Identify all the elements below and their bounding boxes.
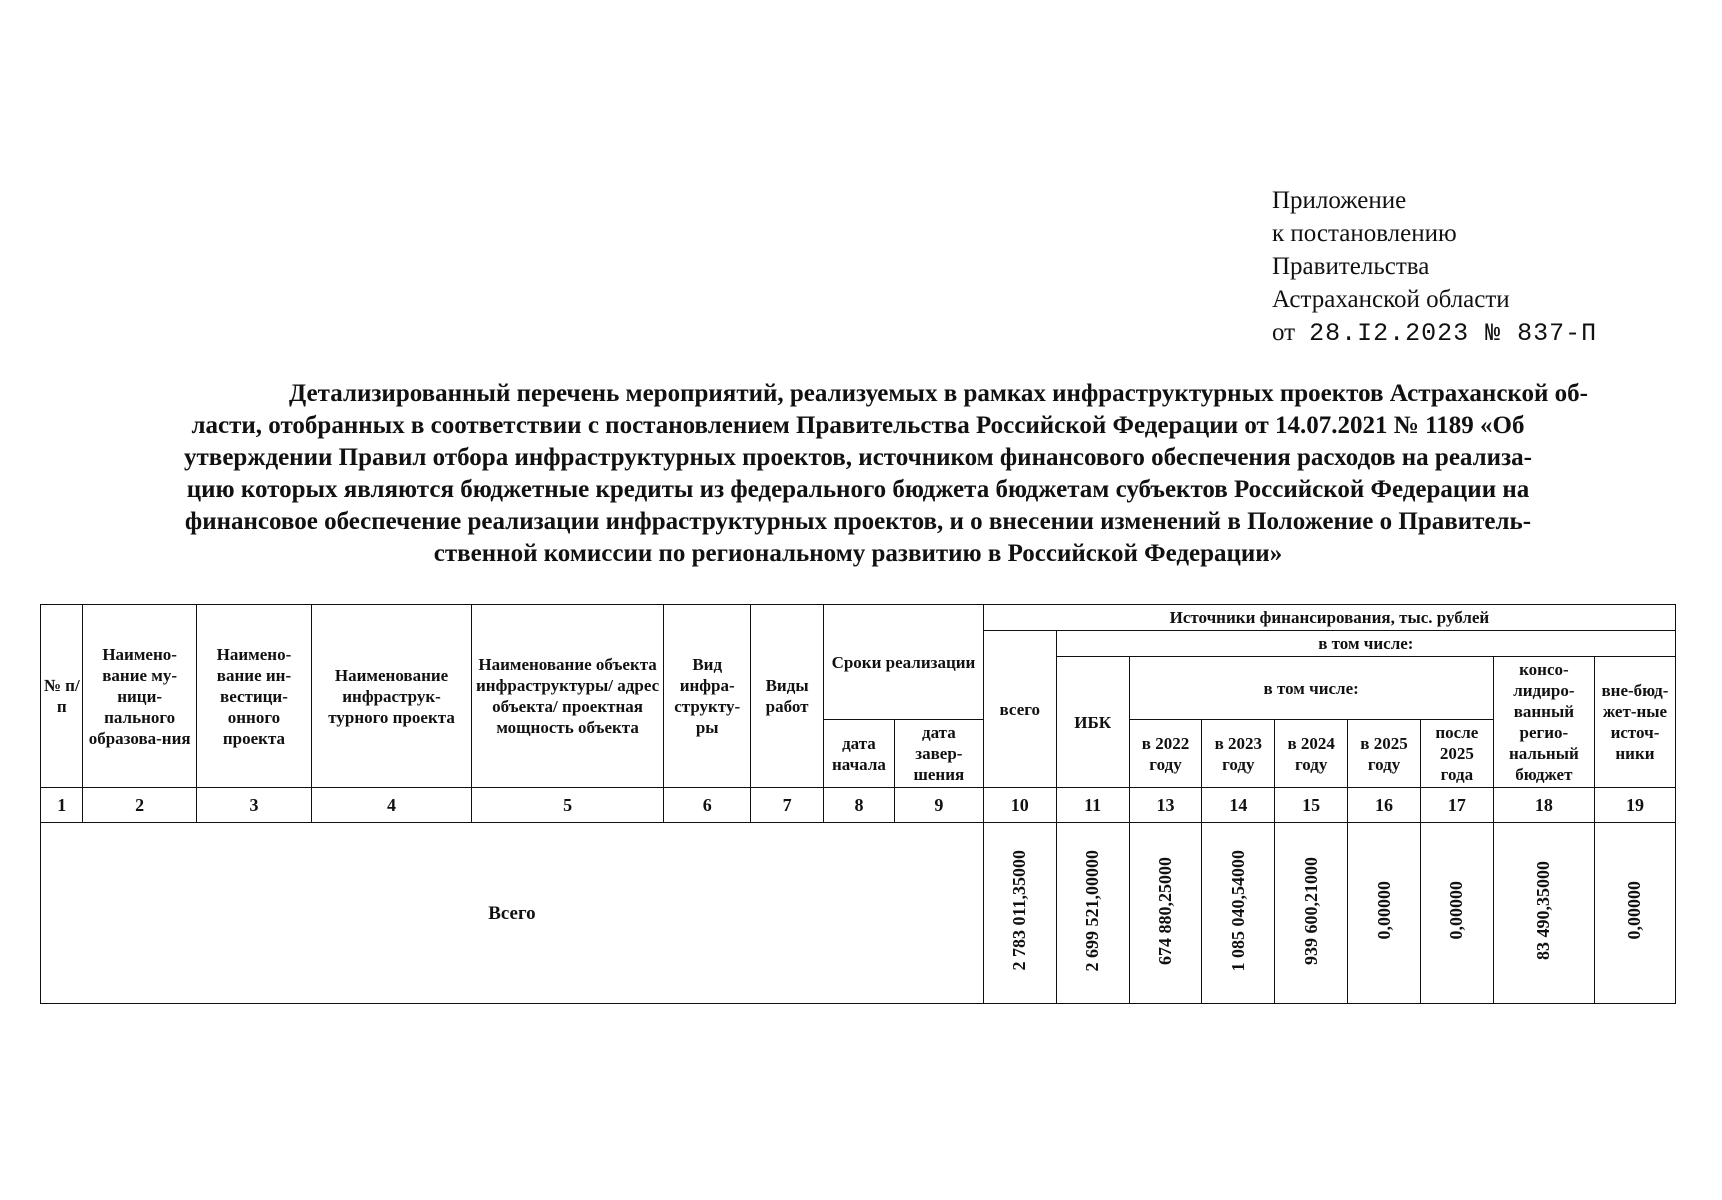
header-end-date: дата завер-шения [894, 720, 983, 788]
column-number: 16 [1348, 788, 1421, 823]
appendix-line-4: Астраханской области [1272, 286, 1510, 313]
column-number: 3 [196, 788, 311, 823]
column-number: 13 [1129, 788, 1202, 823]
header-including-2: в том числе: [1129, 657, 1493, 720]
y2022-value: 674 880,25000 [1154, 856, 1175, 965]
y2022-cell [1129, 823, 1202, 1004]
header-ibk: ИБК [1056, 657, 1129, 788]
column-number: 9 [894, 788, 983, 823]
appendix-date-line [1272, 316, 1597, 350]
total-cell [983, 823, 1056, 1004]
title-line: Детализированный перечень мероприятий, реализуемых в рамках инфраструктурных проектов Астраханской об- [289, 380, 1588, 407]
header-total: всего [983, 631, 1056, 788]
column-number: 10 [983, 788, 1056, 823]
total-row [41, 823, 1676, 1004]
column-number: 1 [41, 788, 83, 823]
column-number: 7 [751, 788, 824, 823]
header-2023: в 2023 году [1202, 720, 1275, 788]
column-number: 6 [664, 788, 751, 823]
title-line: цию которых являются бюджетные кредиты из федерального бюджета бюджетам субъектов Российской Федерации на [186, 476, 1530, 503]
extra-cell [1594, 823, 1675, 1004]
after2025-cell [1420, 823, 1493, 1004]
regional-cell [1493, 823, 1594, 1004]
y2025-cell [1348, 823, 1421, 1004]
title-line: ласти, отобранных в соответствии с постановлением Правительства Российской Федерации от 14.07.2021 № 1189 «Об [191, 412, 1525, 439]
y2024-cell [1275, 823, 1348, 1004]
document-title [128, 378, 1588, 570]
column-number: 18 [1493, 788, 1594, 823]
column-number: 19 [1594, 788, 1675, 823]
header-infra-type: Вид инфра-структу-ры [664, 605, 751, 788]
column-number: 11 [1056, 788, 1129, 823]
after2025-value: 0,00000 [1446, 881, 1467, 940]
header-municipality: Наимено-вание му-ници-пального образова-ния [83, 605, 196, 788]
title-line: утверждении Правил отбора инфраструктурных проектов, источником финансового обеспечения расходов на реализа- [184, 444, 1532, 471]
y2024-value: 939 600,21000 [1300, 856, 1321, 965]
projects-table [40, 604, 1676, 1004]
decree-date-number: 28.I2.2023 № 837-П [1309, 319, 1598, 348]
appendix-line-3: Правительства [1272, 253, 1430, 280]
header-2025: в 2025 году [1348, 720, 1421, 788]
column-number-row [41, 788, 1676, 823]
column-number: 17 [1420, 788, 1493, 823]
header-works: Виды работ [751, 605, 824, 788]
header-sources: Источники финансирования, тыс. рублей [983, 605, 1675, 631]
ibk-cell [1056, 823, 1129, 1004]
y2023-cell [1202, 823, 1275, 1004]
column-number: 8 [824, 788, 895, 823]
column-number: 4 [312, 788, 472, 823]
regional-value: 83 490,35000 [1533, 861, 1554, 960]
column-number: 5 [471, 788, 663, 823]
header-infra-project: Наименование инфраструк-турного проекта [312, 605, 472, 788]
header-num: № п/п [41, 605, 83, 788]
header-object: Наименование объекта инфраструктуры/ адрес объекта/ проектная мощность объекта [471, 605, 663, 788]
title-line: ственной комиссии по региональному развитию в Российской Федерации» [433, 540, 1283, 567]
column-number: 15 [1275, 788, 1348, 823]
y2023-value: 1 085 040,54000 [1227, 849, 1248, 972]
total-label: Всего [41, 823, 984, 1004]
header-2022: в 2022 году [1129, 720, 1202, 788]
total-value: 2 783 011,35000 [1009, 850, 1030, 971]
appendix-line-2: к постановлению [1272, 220, 1457, 247]
header-regional-budget: консо-лидиро-ванный регио-нальный бюджет [1493, 657, 1594, 788]
appendix-block [1272, 184, 1597, 350]
header-including: в том числе: [1056, 631, 1675, 657]
extra-value: 0,00000 [1624, 881, 1645, 940]
ibk-value: 2 699 521,00000 [1082, 849, 1103, 972]
header-after-2025: после 2025 года [1420, 720, 1493, 788]
column-number: 2 [83, 788, 196, 823]
title-line: финансовое обеспечение реализации инфраструктурных проектов, и о внесении изменений в Положение о Правитель- [184, 508, 1532, 535]
y2025-value: 0,00000 [1373, 881, 1394, 940]
header-investment-project: Наимено-вание ин-вестици-онного проекта [196, 605, 311, 788]
date-prefix: от [1272, 319, 1296, 346]
header-2024: в 2024 году [1275, 720, 1348, 788]
column-number: 14 [1202, 788, 1275, 823]
appendix-line-1: Приложение [1272, 187, 1407, 214]
header-start-date: дата начала [824, 720, 895, 788]
header-extra-budget: вне-бюд-жет-ные источ-ники [1594, 657, 1675, 788]
header-terms: Сроки реализации [824, 605, 984, 720]
